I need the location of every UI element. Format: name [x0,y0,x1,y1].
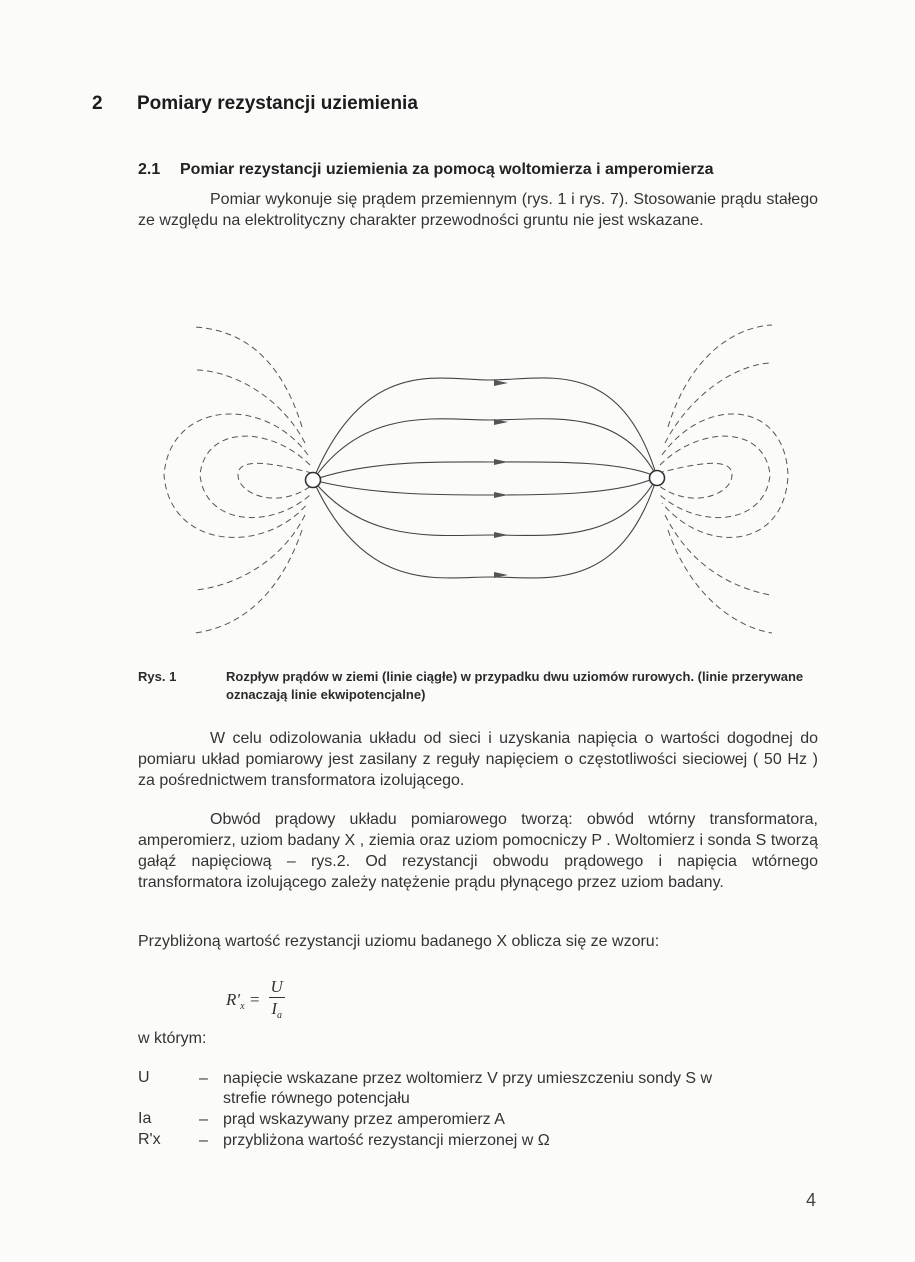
paragraph-where: w którym: [138,1030,207,1047]
arrow-mark [494,459,508,465]
electrode-left [306,473,321,488]
direction-arrows [494,380,508,578]
resistance-formula [226,977,285,1023]
figure-diagram [150,315,790,655]
definition-item [138,1069,828,1109]
definition-symbol: Ia [138,1110,152,1127]
current-line [313,419,657,480]
formula-fraction [269,977,285,1023]
paragraph-intro: Pomiar wykonuje się prądem przemiennym (rys. 1 i rys. 7). Stosowanie prądu stałego ze względu na elektrolityczny charakter przewodności gruntu nie jest wskazane. [138,191,818,229]
current-line [313,477,657,536]
subsection-number: 2.1 [138,161,161,178]
paragraph-isolation: W celu odizolowania układu od sieci i uzyskania napięcia o wartości dogodnej do pomiaru układ pomiarowy jest zasilany z reguły napięciem o częstotliwości sieciowej ( 50 Hz ) za pośrednictwem transformatora izolującego. [138,730,818,789]
formula-lhs-symbol: R [226,990,237,1009]
definition-dash: – [199,1132,208,1149]
arrow-mark [494,380,508,386]
caption-text: Rozpływ prądów w ziemi (linie ciągłe) w przypadku dwu uziomów rurowych. (linie przerywane oznaczają linie ekwipotencjalne) [226,669,804,702]
formula-equals: = [248,990,261,1009]
current-line [313,477,657,578]
definition-text: napięcie wskazane przez woltomierz V przy umieszczeniu sondy S w [223,1070,713,1087]
definition-text: prąd wskazywany przez amperomierz A [223,1111,505,1128]
section-heading [92,93,418,115]
definition-item [138,1110,828,1130]
formula-denominator-sub: a [277,1010,283,1021]
definition-symbol: U [138,1069,150,1086]
definition-symbol: R'x [138,1131,161,1148]
definition-dash: – [199,1070,208,1087]
paragraph-formula-intro: Przybliżoną wartość rezystancji uziomu badanego X oblicza się ze wzoru: [138,933,660,950]
definition-list [138,1069,828,1152]
definition-text: przybliżona wartość rezystancji mierzonej w Ω [223,1132,550,1149]
current-line [313,462,657,480]
current-lines [313,378,657,578]
section-number: 2 [92,93,103,114]
subsection-title: Pomiar rezystancji uziemienia za pomocą woltomierza i amperomierza [180,161,714,178]
definition-dash: – [199,1111,208,1128]
equipotential-lines [164,325,788,633]
formula-denominator [269,998,285,1023]
paragraph-circuit: Obwód prądowy układu pomiarowego tworzą: obwód wtórny transformatora, amperomierz, uziom badany X , ziemia oraz uziom pomocniczy P . Woltomierz i sonda S tworzą gałąź napięciową – rys.2. Od rezystancji obwodu prądowego i napięcia wtórnego transformatora izolującego zależy natężenie prądu płynącego przez uziom badany. [138,811,818,891]
formula-lhs-sub: x [240,1001,245,1012]
figure-current-distribution [150,315,790,660]
electrode-right [650,471,665,486]
arrow-mark [494,532,508,538]
definition-item [138,1131,828,1151]
formula-denominator-symbol: I [271,999,278,1018]
section-title: Pomiary rezystancji uziemienia [137,93,418,114]
formula-numerator: U [270,977,283,996]
definition-continuation: strefie równego potencjału [223,1090,410,1107]
formula-lhs [226,990,245,1010]
subsection-heading [138,161,714,179]
formula-lhs-prime: ′ [236,990,241,1009]
caption-label: Rys. 1 [138,669,177,684]
arrow-mark [494,492,508,498]
page-number: 4 [806,1190,817,1210]
current-line [313,477,657,495]
